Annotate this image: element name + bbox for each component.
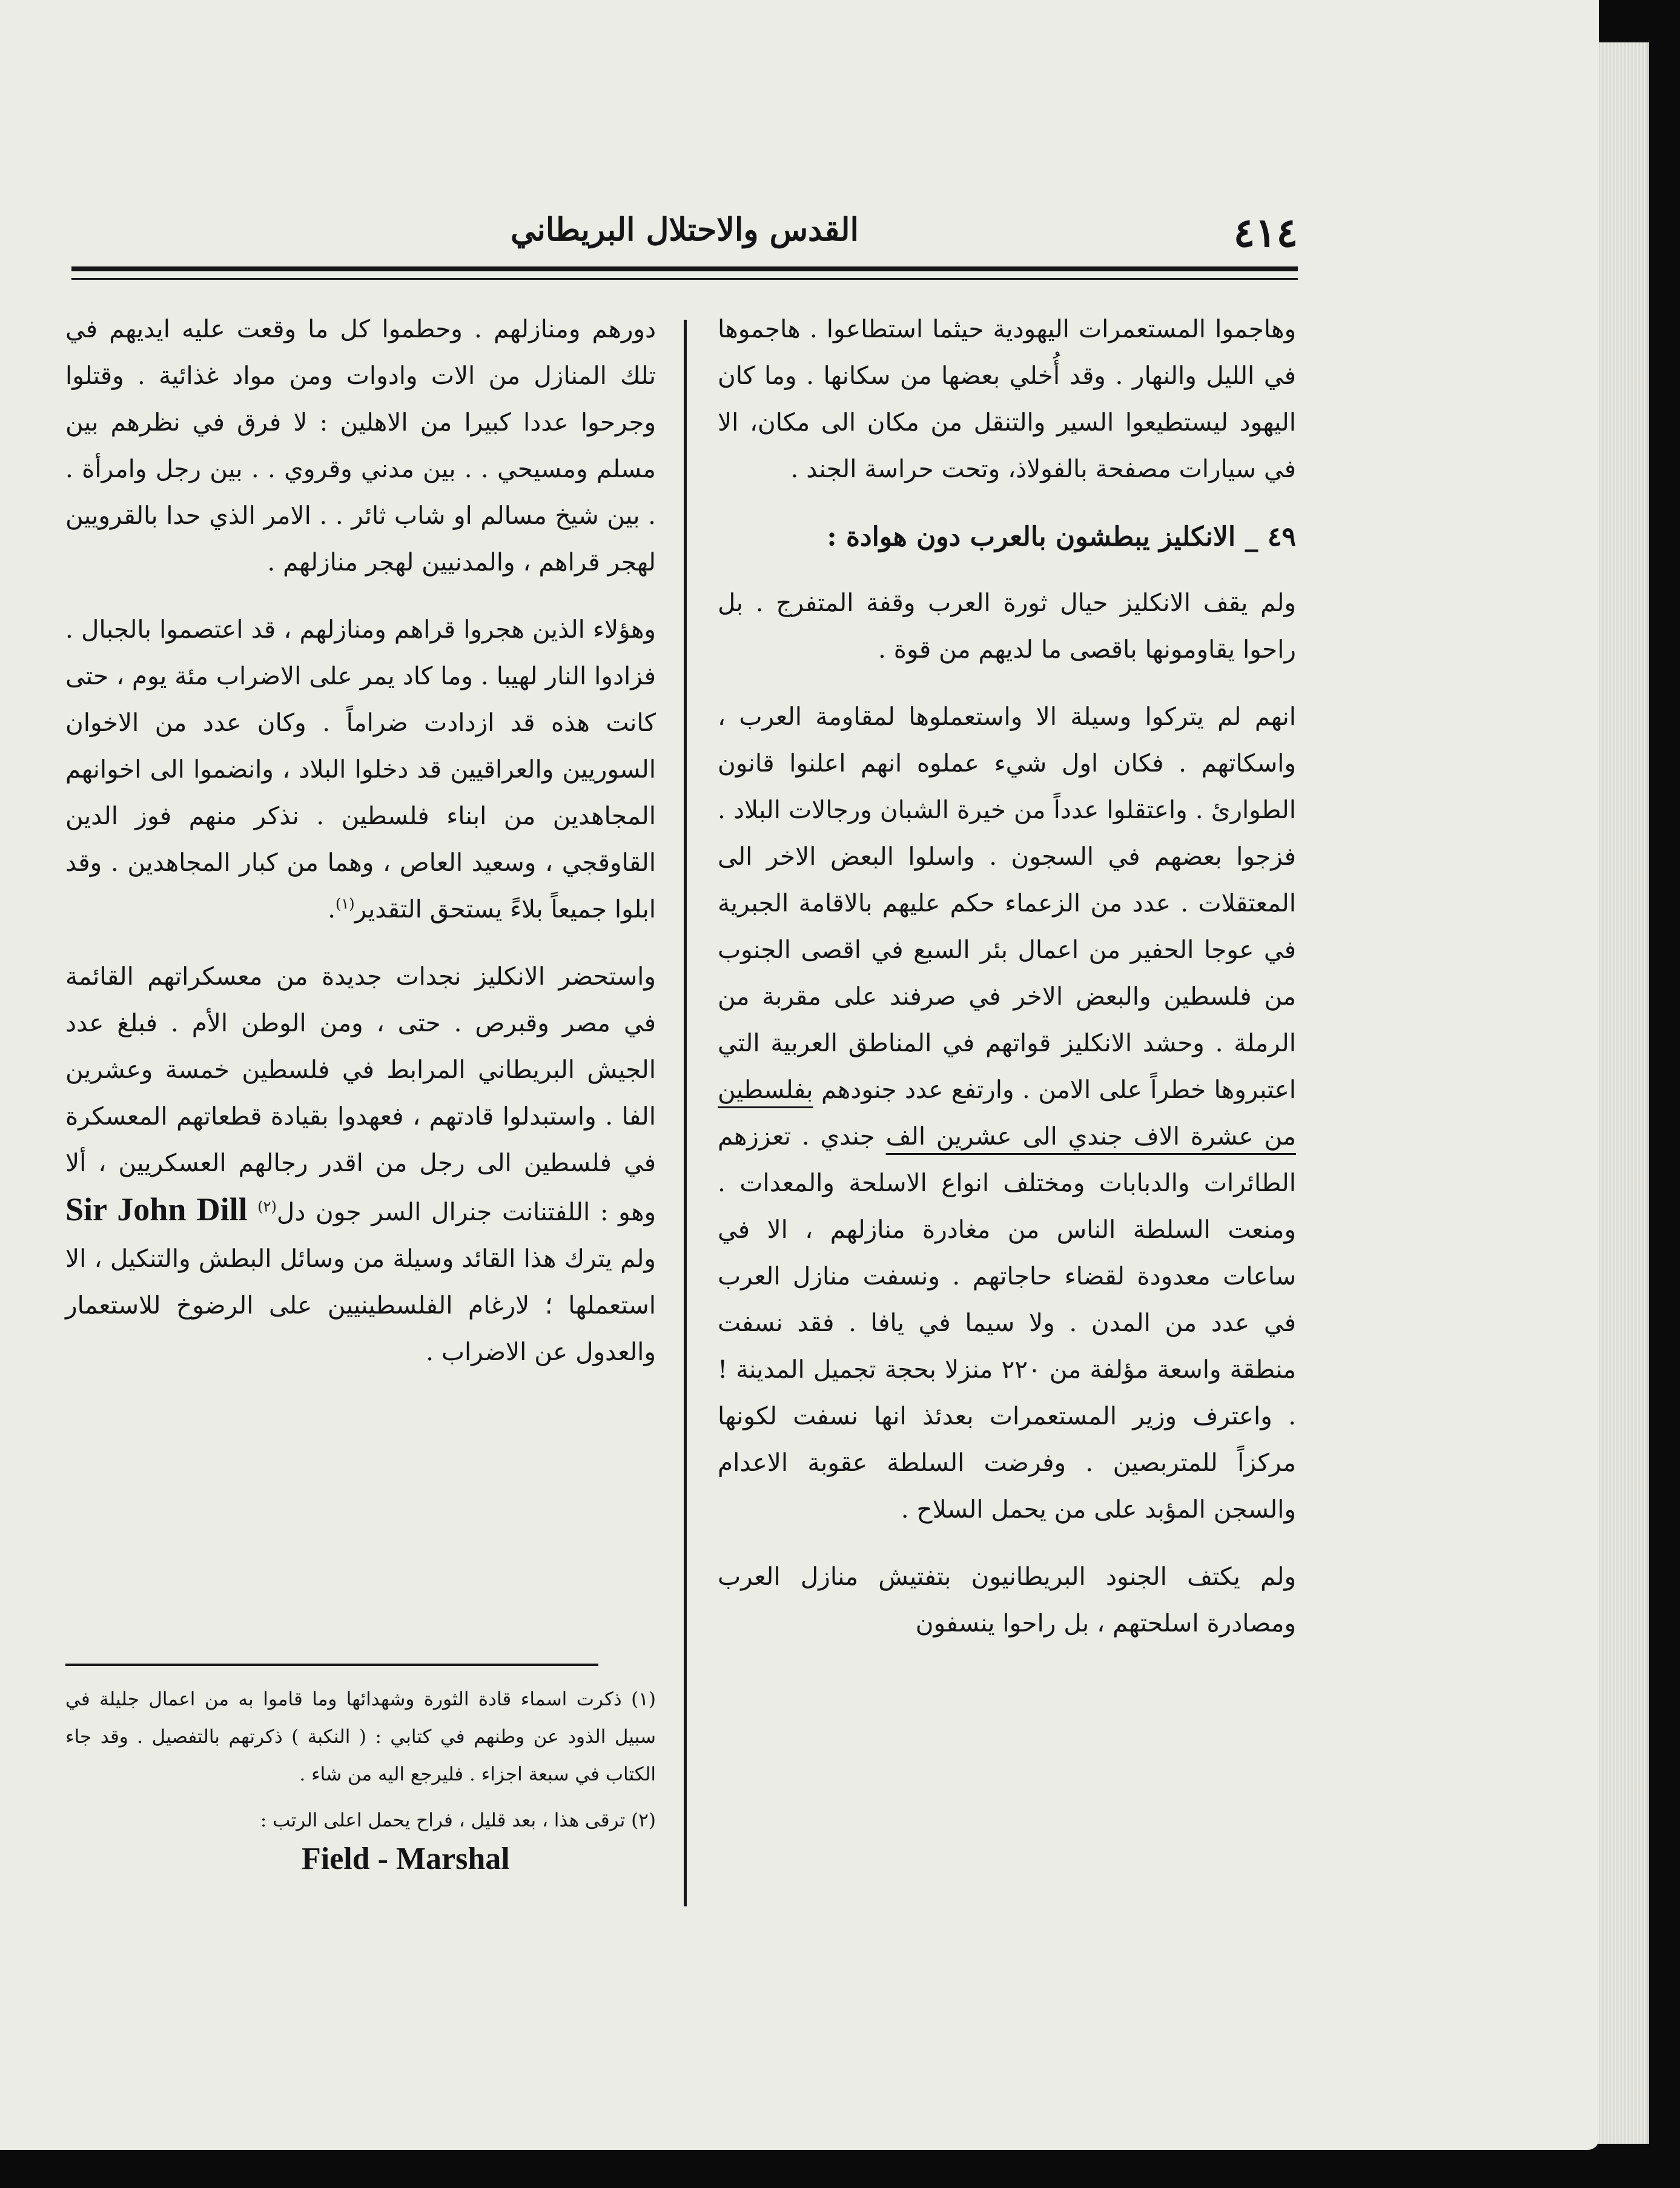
footnote-rule: [65, 1664, 598, 1666]
header-rule-thick: [71, 266, 1298, 271]
paragraph: [718, 693, 1296, 1533]
paragraph: [65, 953, 656, 1375]
footnotes: [65, 1681, 656, 1888]
footnote-text: (٢) ترقى هذا ، بعد قليل ، فراح يحمل اعلى الرتب :: [260, 1810, 656, 1831]
paragraph: ولم يكتف الجنود البريطانيون بتفتيش منازل العرب ومصادرة اسلحتهم ، بل راحوا ينسفون: [718, 1562, 1296, 1638]
footnote-latin: Field - Marshal: [302, 1842, 510, 1876]
paragraph: دورهم ومنازلهم . وحطموا كل ما وقعت عليه ايديهم في تلك المنازل من الات وادوات ومن مواد غذائية . وقتلوا وجرحوا عددا كبيرا من الاهلين : لا فرق في نظرهم بين مسلم ومسيحي . . بين مدني وقروي . . بين رجل وامرأة . . بين شيخ مسالم او شاب ثائر . . الامر الذي حدا بالقرويين لهجر قراهم ، والمدنيين لهجر منازلهم .: [65, 314, 656, 577]
paragraph-text: انهم لم يتركوا وسيلة الا واستعملوها لمقاومة العرب ، واسكاتهم . فكان اول شيء عملوه انهم اعلنوا قانون الطوارئ . واعتقلوا عدداً من خيرة الشبان ورجالات البلاد . فزجوا بعضهم في السجون . واسلوا البعض الاخر الى المعتقلات . عدد من الزعماء حكم عليهم بالاقامة الجبرية في عوجا الحفير من اعمال بئر السبع في اقصى الجنوب من فلسطين والبعض الاخر في صرفند على مقربة من الرملة . وحشد الانكليز قواتهم في المناطق العربية التي اعتبروها خطراً على الامن . وارتفع عدد جنودهم: [718, 702, 1296, 1104]
footnote-2: [65, 1802, 656, 1879]
footnote-1: (١) ذكرت اسماء قادة الثورة وشهدائها وما قاموا به من اعمال جليلة في سبيل الذود عن وطنهم في كتابي : ( النكبة ) ذكرتهم بالتفصيل . وقد جاء الكتاب في سبعة اجزاء . فليرجع اليه من شاء .: [65, 1688, 656, 1785]
paragraph-text: جندي . تعززهم الطائرات والدبابات ومختلف انواع الاسلحة والمعدات . ومنعت السلطة الناس من مغادرة منازلهم ، الا في ساعات معدودة لقضاء حاجاتهم . ونسفت منازل العرب في عدد من المدن . ولا سيما في يافا . فقد نسفت منطقة واسعة مؤلفة من ٢٢٠ منزلا بحجة تجميل المدينة ! . واعترف وزير المستعمرات بعدئذ انها نسفت لكونها مركزاً للمتربصين . وفرضت السلطة عقوبة الاعدام والسجن المؤبد على من يحمل السلاح .: [718, 1122, 1297, 1524]
running-title: القدس والاحتلال البريطاني: [511, 211, 859, 248]
paragraph: ولم يقف الانكليز حيال ثورة العرب وقفة المتفرج . بل راحوا يقاومونها باقصى ما لديهم من قوة .: [718, 588, 1296, 664]
latin-name: Sir John Dill: [65, 1191, 248, 1228]
header-rule-thin: [71, 278, 1298, 280]
section-heading: ٤٩ _ الانكليز يبطشون بالعرب دون هوادة :: [827, 521, 1296, 552]
left-column: [65, 306, 656, 1396]
paragraph-text: ولم يترك هذا القائد وسيلة من وسائل البطش والتنكيل ، الا استعملها ؛ لارغام الفلسطينيين على الرضوخ للاستعمار والعدول عن الاضراب .: [65, 1244, 656, 1366]
paragraph-text: وهؤلاء الذين هجروا قراهم ومنازلهم ، قد اعتصموا بالجبال . فزادوا النار لهيبا . وما كاد يمر على الاضراب مئة يوم ، حتى كانت هذه قد ازدادت ضراماً . وكان عدد من الاخوان السوريين والعراقيين قد دخلوا البلاد ، وانضموا الى اخوانهم المجاهدين من ابناء فلسطين . نذكر منهم فوز الدين القاوقجي ، وسعيد العاص ، وهما من كبار المجاهدين . وقد ابلوا جميعاً بلاءً يستحق التقدير: [65, 615, 656, 924]
column-divider: [684, 320, 687, 1906]
page-header: [71, 209, 1298, 263]
paragraph: وهاجموا المستعمرات اليهودية حيثما استطاعوا . هاجموها في الليل والنهار . وقد أُخلي بعضها من سكانها . وما كان اليهود ليستطيعوا السير والتنقل من مكان الى مكان، الا في سيارات مصفحة بالفولاذ، وتحت حراسة الجند .: [718, 314, 1296, 483]
right-column: [718, 306, 1296, 1667]
footnote-ref: (١): [336, 895, 355, 913]
footnote-ref: (٢): [257, 1198, 277, 1215]
paragraph: وهؤلاء الذين هجروا قراهم ومنازلهم ، قد اعتصموا بالجبال . فزادوا النار لهيبا . وما كاد يمر على الاضراب مئة يوم ، حتى كانت هذه قد ازدادت ضراماً . وكان عدد من الاخوان السوريين والعراقيين قد دخلوا البلاد ، وانضموا الى اخوانهم المجاهدين من ابناء فلسطين . نذكر منهم فوز الدين القاوقجي ، وسعيد العاص ، وهما من كبار المجاهدين . وقد ابلوا جميعاً بلاءً يستحق التقدير$^{(١)}$.: [65, 615, 656, 924]
page-number: ٤١٤: [1233, 209, 1298, 256]
paragraph-text: واستحضر الانكليز نجدات جديدة من معسكراتهم القائمة في مصر وقبرص . حتى ، ومن الوطن الأم . فبلغ عدد الجيش البريطاني المرابط في فلسطين خمسة وعشرين الفا . واستبدلوا قادتهم ، فعهدوا بقيادة قطعاتهم المعسكرة في فلسطين الى رجل من اقدر رجالهم العسكريين ، ألا وهو : اللفتنانت جنرال السر جون دل: [65, 962, 656, 1226]
underlined-text: بفلسطين من عشرة الاف جندي الى عشرين الف: [718, 1075, 1296, 1151]
